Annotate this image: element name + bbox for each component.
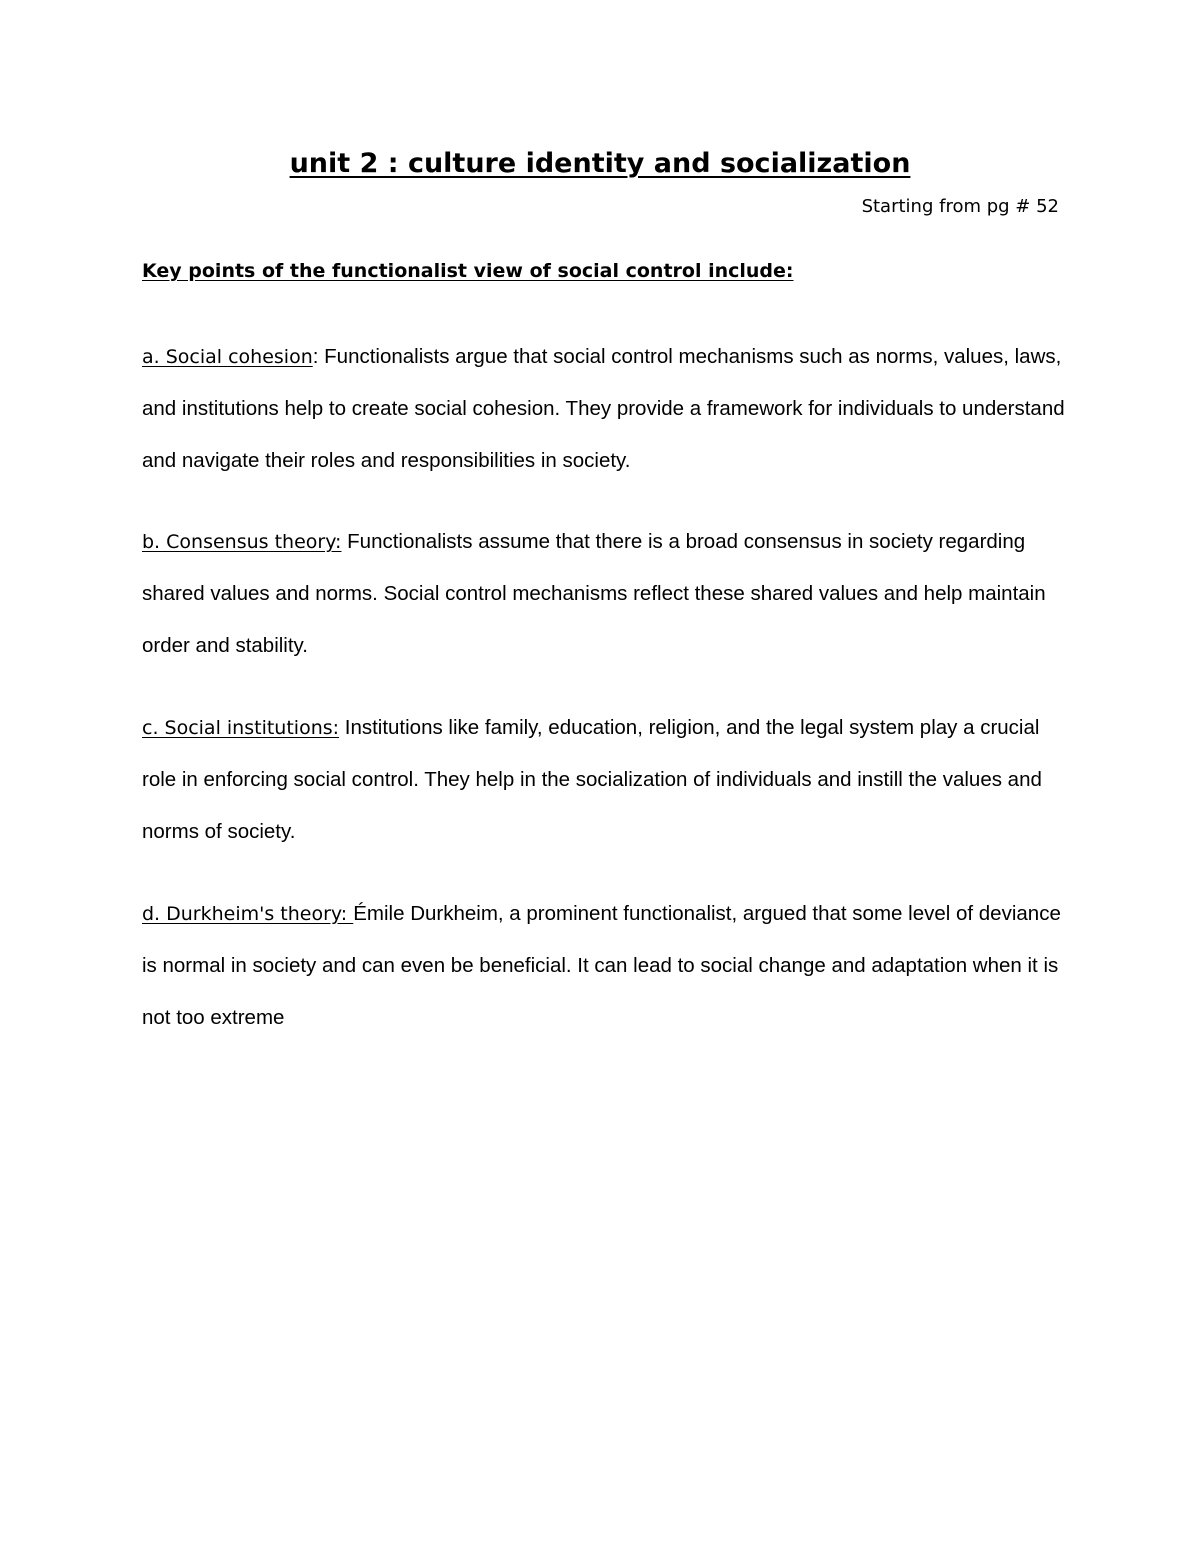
point-durkheims-theory [142, 888, 1072, 1044]
document-title: unit 2 : culture identity and socialization [289, 148, 911, 179]
point-label: d. Durkheim's theory: [142, 903, 354, 925]
point-consensus-theory [142, 516, 1072, 672]
point-label: b. Consensus theory: [142, 531, 342, 553]
page-reference: Starting from pg # 52 [861, 196, 1059, 217]
point-label: a. Social cohesion [142, 346, 313, 368]
point-text: : Functionalists argue that social control mechanisms such as norms, values, laws, and institutions help to create social cohesion. They provide a framework for individuals to understand and navigate their roles and responsibilities in society. [142, 345, 1065, 472]
point-label: c. Social institutions: [142, 717, 340, 739]
point-social-cohesion [142, 331, 1072, 487]
point-text: Functionalists assume that there is a broad consensus in society regarding shared values and norms. Social control mechanisms reflect these shared values and help maintain order and stability. [142, 530, 1046, 657]
point-social-institutions [142, 702, 1072, 858]
point-text: Émile Durkheim, a prominent functionalist, argued that some level of deviance is normal in society and can even be beneficial. It can lead to social change and adaptation when it is not too extreme [142, 902, 1061, 1029]
point-text: Institutions like family, education, religion, and the legal system play a crucial role in enforcing social control. They help in the socialization of individuals and instill the values and norms of society. [142, 716, 1042, 843]
section-heading: Key points of the functionalist view of social control include: [142, 260, 794, 282]
